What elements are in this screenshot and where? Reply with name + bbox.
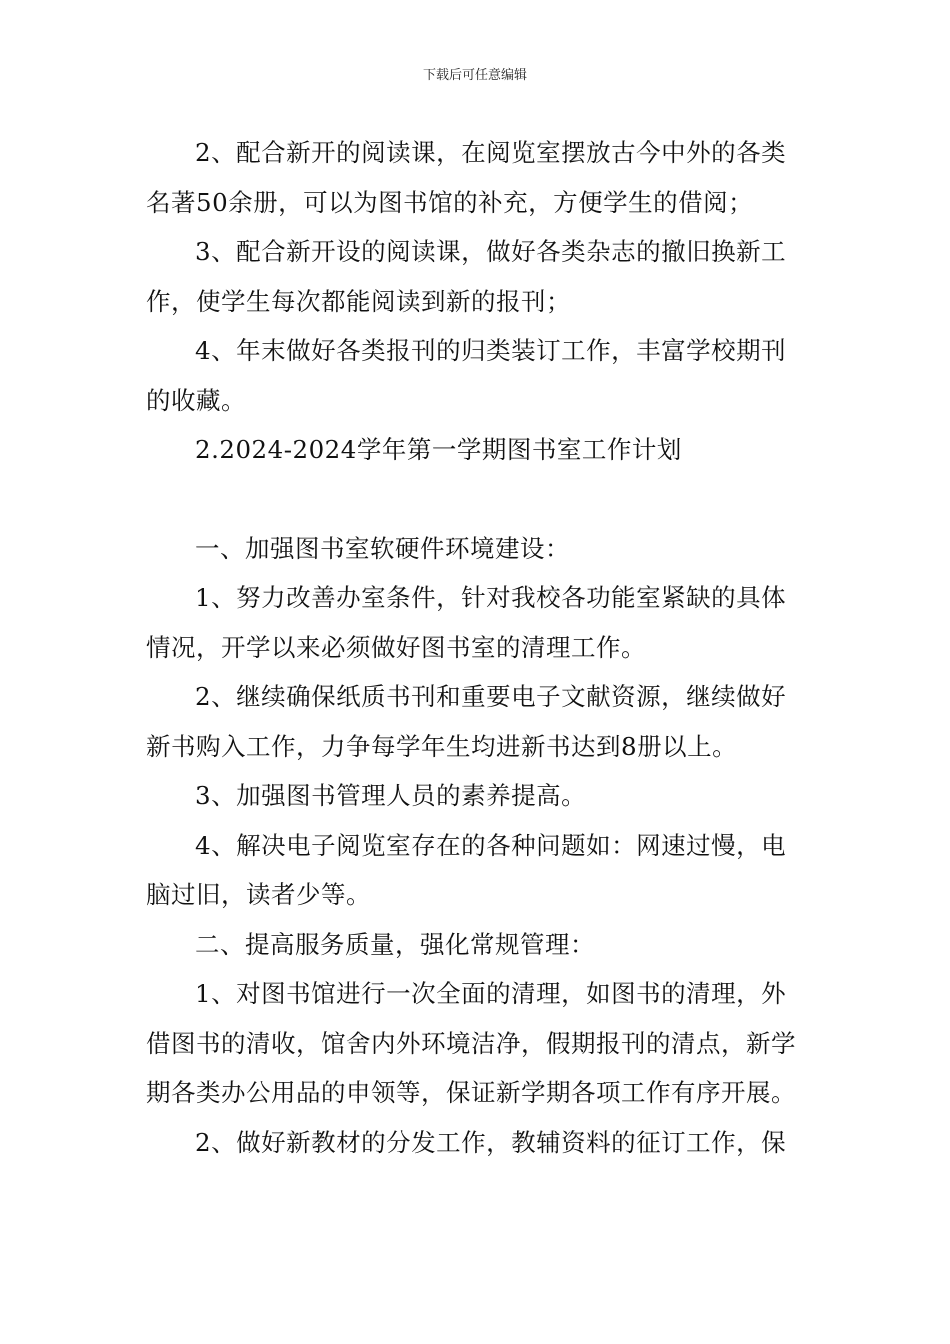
paragraph: 1、对图书馆进行一次全面的清理，如图书的清理，外借图书的清收，馆舍内外环境洁净，假期报刊的清点，新学期各类办公用品的申领等，保证新学期各项工作有序开展。	[146, 979, 796, 1107]
paragraph: 4、年末做好各类报刊的归类装订工作，丰富学校期刊的收藏。	[146, 336, 787, 415]
document-body	[146, 128, 806, 1167]
page-header: 下载后可任意编辑	[422, 68, 527, 83]
section-heading: 二、提高服务质量，强化常规管理：	[195, 929, 595, 959]
paragraph: 3、加强图书管理人员的素养提高。	[195, 781, 587, 810]
paragraph: 2、做好新教材的分发工作，教辅资料的征订工作，保	[195, 1127, 787, 1157]
section-title: 2.2024-2024学年第一学期图书室工作计划	[195, 435, 682, 464]
paragraph: 4、解决电子阅览室存在的各种问题如：网速过慢，电脑过旧，读者少等。	[146, 830, 787, 909]
blank-line	[146, 475, 806, 524]
paragraph: 2、继续确保纸质书刊和重要电子文献资源，继续做好新书购入工作，力争每学年生均进新书达到8册以上。	[146, 682, 787, 761]
paragraph: 3、配合新开设的阅读课，做好各类杂志的撤旧换新工作，使学生每次都能阅读到新的报刊；	[146, 237, 787, 316]
paragraph: 2、配合新开的阅读课，在阅览室摆放古今中外的各类名著50余册，可以为图书馆的补充，方便学生的借阅；	[146, 138, 787, 217]
section-heading: 一、加强图书室软硬件环境建设：	[195, 533, 570, 563]
paragraph: 1、努力改善办室条件，针对我校各功能室紧缺的具体情况，开学以来必须做好图书室的清理工作。	[146, 583, 787, 662]
